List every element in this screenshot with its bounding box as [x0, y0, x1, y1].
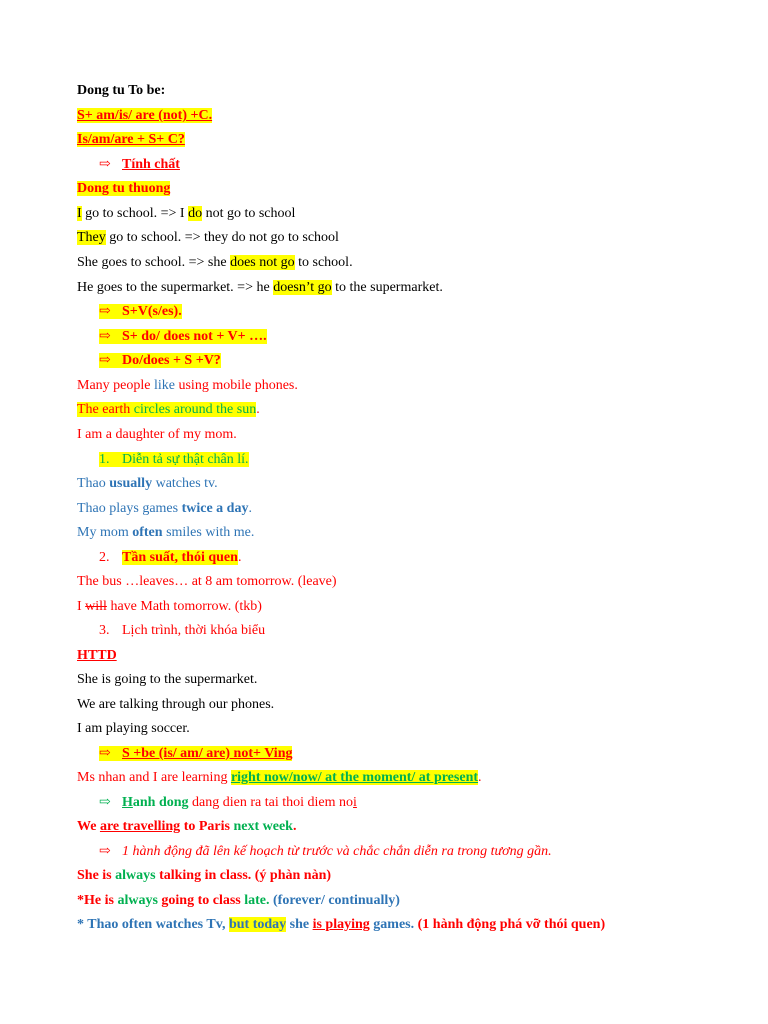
example-line: The earth circles around the sun.: [77, 402, 260, 417]
example-line: Ms nhan and I are learning right now/now/ at the moment/ at present.: [77, 770, 482, 785]
formula-bullet: ⇨ Do/does + S +V?: [99, 353, 221, 368]
example-line: Thao usually watches tv.: [77, 476, 218, 491]
example-line: Thao plays games twice a day.: [77, 501, 252, 516]
heading-to-be: Dong tu To be:: [77, 83, 166, 98]
formula-to-be-question: Is/am/are + S+ C?: [77, 132, 185, 147]
example-line: The bus …leaves… at 8 am tomorrow. (leave): [77, 574, 337, 589]
example-line: She is going to the supermarket.: [77, 672, 258, 687]
arrow-icon: ⇨: [99, 844, 111, 859]
arrow-icon: ⇨: [99, 795, 111, 810]
example-line: Many people like using mobile phones.: [77, 378, 298, 393]
formula-bullet: ⇨ S+V(s/es).: [99, 304, 182, 319]
arrow-icon: ⇨: [99, 329, 111, 344]
example-line: She is always talking in class. (ý phàn nàn): [77, 868, 332, 883]
bullet-explanation: ⇨ 1 hành động đã lên kế hoạch từ trước và chắc chắn diễn ra trong tương gần.: [99, 844, 552, 859]
example-line: *He is always going to class late. (forever/ continually): [77, 893, 400, 908]
arrow-icon: ⇨: [99, 746, 111, 761]
example-line: We are travelling to Paris next week.: [77, 819, 297, 834]
example-line: I am playing soccer.: [77, 721, 190, 736]
arrow-icon: ⇨: [99, 157, 111, 172]
example-line: I will have Math tomorrow. (tkb): [77, 599, 262, 614]
arrow-icon: ⇨: [99, 353, 111, 368]
example-line: My mom often smiles with me.: [77, 525, 255, 540]
example-line: She goes to school. => she does not go to school.: [77, 255, 353, 270]
example-line: I go to school. => I do not go to school: [77, 206, 296, 221]
example-line: We are talking through our phones.: [77, 697, 275, 712]
numbered-item-2: 2. Tần suất, thói quen.: [99, 550, 242, 565]
formula-to-be-affirmative: S+ am/is/ are (not) +C.: [77, 108, 213, 123]
heading-dong-tu-thuong: Dong tu thuong: [77, 181, 171, 196]
bullet-tinh-chat: ⇨ Tính chất: [99, 157, 180, 172]
example-line: I am a daughter of my mom.: [77, 427, 237, 442]
heading-httd: HTTD: [77, 648, 117, 663]
numbered-item-3: 3. Lịch trình, thời khóa biểu: [99, 623, 266, 638]
example-line: * Thao often watches Tv, but today she is playing games. (1 hành động phá vỡ thói quen): [77, 917, 606, 932]
formula-present-continuous: ⇨ S +be (is/ am/ are) not+ Ving: [99, 746, 293, 761]
numbered-item-1: 1. Diễn tả sự thật chân lí.: [99, 452, 249, 467]
example-line: They go to school. => they do not go to school: [77, 230, 339, 245]
formula-bullet: ⇨ S+ do/ does not + V+ ….: [99, 329, 267, 344]
example-line: He goes to the supermarket. => he doesn’t go to the supermarket.: [77, 280, 443, 295]
bullet-hanh-dong: ⇨ Hanh dong dang dien ra tai thoi diem noi: [99, 795, 357, 810]
arrow-icon: ⇨: [99, 304, 111, 319]
